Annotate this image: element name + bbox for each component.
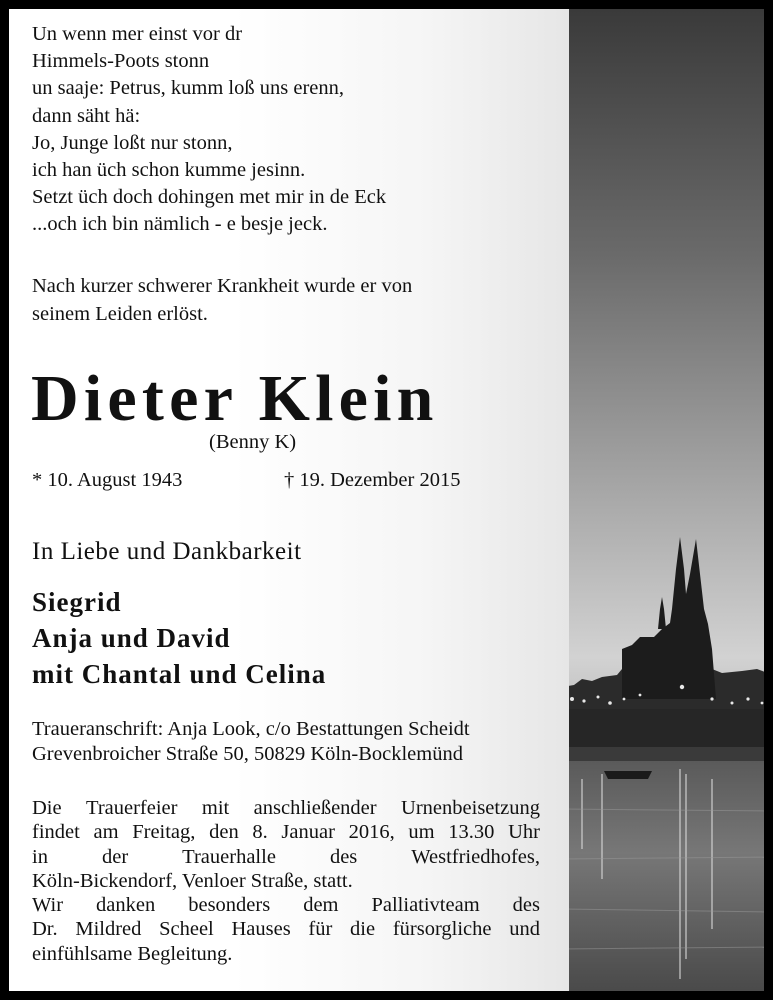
service-word: Westfriedhofes, (411, 845, 540, 868)
poem-line: Un wenn mer einst vor dr (32, 23, 243, 45)
service-word: danken (96, 894, 156, 917)
poem-line: ...och ich bin nämlich - e besje jeck. (32, 213, 328, 236)
service-word: die (350, 918, 376, 941)
service-line (32, 796, 540, 820)
death-date: † 19. Dezember 2015 (284, 469, 461, 491)
poem-line: dann säht hä: (32, 104, 141, 127)
service-line (32, 893, 540, 917)
service-word: fürsorgliche (392, 918, 492, 941)
service-word: um (408, 821, 435, 844)
dedication-line: In Liebe und Dankbarkeit (32, 538, 302, 565)
service-word: Trauerfeier (86, 797, 178, 819)
service-word: einfühlsame Begleitung. (32, 942, 233, 965)
service-line (32, 942, 540, 966)
poem-line: un saaje: Petrus, kumm loß uns erenn, (32, 77, 345, 100)
service-word: Köln-Bickendorf, Venloer Straße, statt. (32, 869, 353, 892)
service-line (32, 869, 540, 893)
service-word: Uhr (508, 821, 540, 844)
service-word: der (101, 845, 129, 868)
service-line (32, 845, 540, 869)
service-word: Urnenbeisetzung (401, 797, 540, 819)
service-word: dem (303, 894, 339, 917)
service-word: den (209, 821, 239, 844)
illness-line: seinem Leiden erlöst. (32, 302, 208, 325)
poem-line: Setzt üch doch dohingen met mir in de Eck (32, 186, 387, 209)
cologne-cathedral-photo (562, 9, 773, 991)
service-word: Die (32, 797, 62, 819)
illness-line: Nach kurzer schwerer Krankheit wurde er von (32, 275, 413, 297)
service-word: mit (201, 797, 230, 819)
service-word: besonders (188, 894, 271, 917)
service-word: 2016, (348, 821, 395, 844)
service-word: Palliativteam (371, 894, 480, 917)
funeral-service-info (32, 796, 540, 966)
service-word: und (509, 918, 540, 941)
service-word: für (308, 918, 333, 941)
service-word: Freitag, (132, 821, 196, 844)
service-word: 8. (252, 821, 268, 844)
mourners-list (32, 584, 326, 692)
service-word: Mildred (75, 918, 142, 941)
service-word: Hauses (231, 918, 291, 941)
mourner-name: Anja und David (32, 623, 231, 653)
address-line: Traueranschrift: Anja Look, c/o Bestattungen Scheidt (32, 718, 470, 740)
poem-line: Jo, Junge loßt nur stonn, (32, 131, 233, 154)
service-word: Dr. (32, 918, 58, 941)
mourner-name: Siegrid (32, 587, 122, 617)
service-word: des (329, 845, 358, 868)
service-word: Trauerhalle (182, 845, 276, 868)
mourner-name: mit Chantal und Celina (32, 659, 327, 689)
deceased-nickname: (Benny K) (209, 431, 297, 453)
birth-date: * 10. August 1943 (32, 469, 183, 491)
address-line: Grevenbroicher Straße 50, 50829 Köln-Bocklemünd (32, 742, 463, 765)
service-word: findet (32, 821, 80, 844)
illness-statement (32, 273, 412, 328)
service-word: anschließender (253, 797, 377, 819)
poem-line: ich han üch schon kumme jesinn. (32, 158, 306, 181)
service-word: in (32, 845, 48, 868)
poem (32, 21, 386, 239)
service-word: Januar (281, 821, 335, 844)
service-line (32, 820, 540, 844)
service-word: 13.30 (448, 821, 495, 844)
service-word: Scheel (159, 918, 214, 941)
service-word: des (512, 894, 540, 917)
deceased-name: Dieter Klein (31, 362, 439, 435)
mourning-address (32, 717, 470, 766)
service-word: Wir (32, 894, 64, 917)
service-line (32, 917, 540, 941)
poem-line: Himmels-Poots stonn (32, 50, 210, 73)
service-word: am (93, 821, 119, 844)
